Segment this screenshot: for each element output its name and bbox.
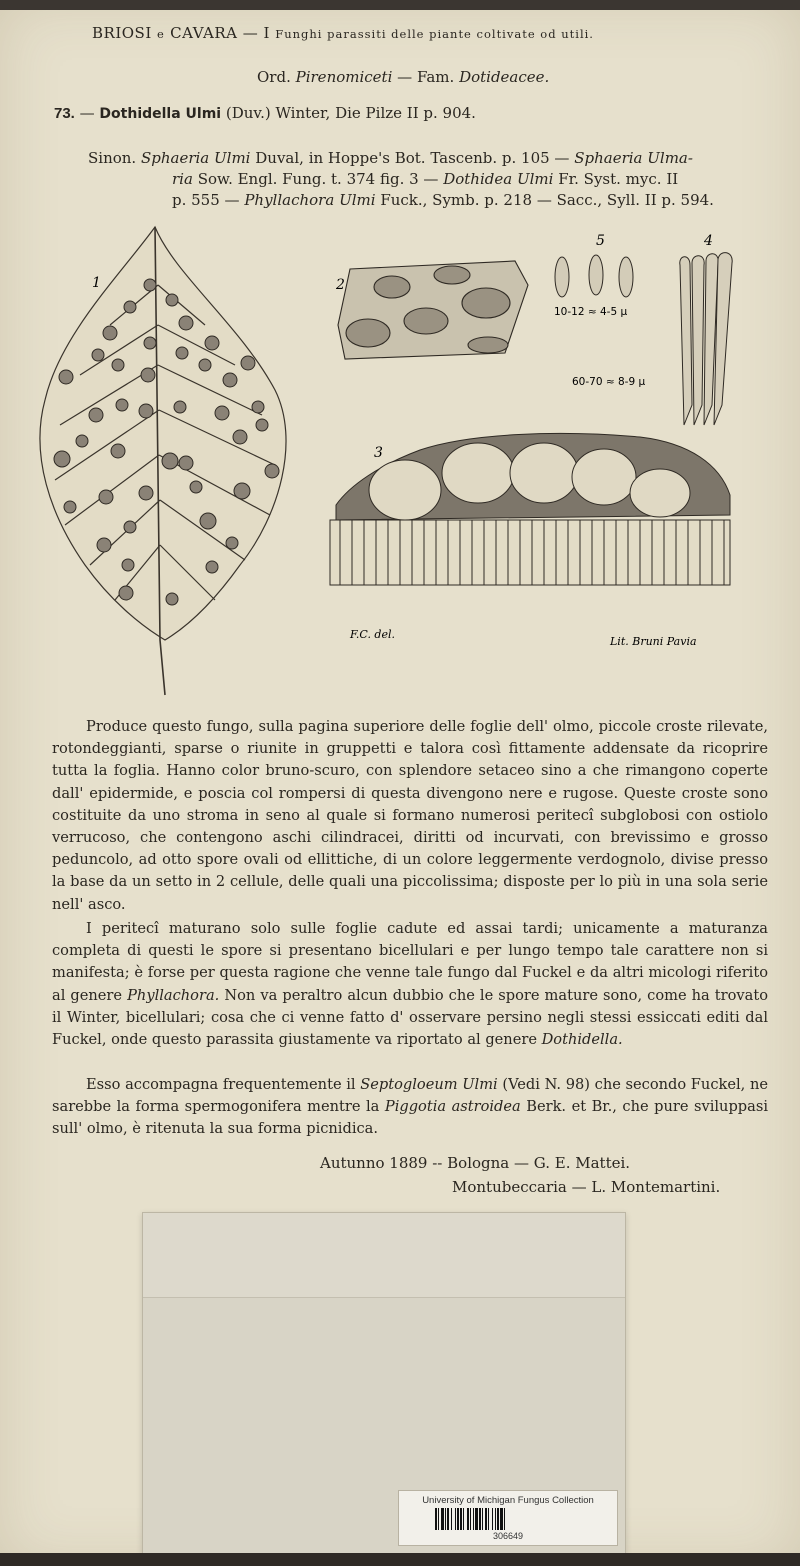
fig4-asci — [680, 253, 732, 425]
lithographer-credit: Lit. Bruni Pavia — [610, 635, 697, 648]
syn-ref-3b: p. 555 — — [172, 191, 240, 209]
family-label: Fam. — [416, 68, 455, 86]
syn-label: Sinon. — [88, 149, 137, 167]
header-and: e — [157, 27, 165, 41]
species-authority: (Duv.) Winter, Die Pilze II p. 904. — [225, 104, 476, 122]
fig3-label: 3 — [374, 445, 383, 461]
fig1-label: 1 — [92, 275, 101, 291]
author-briosi: BRIOSI — [92, 24, 152, 42]
syn-line-2 — [88, 169, 778, 190]
series-numeral: I — [263, 24, 270, 42]
p2-text-c: Non va peraltro alcun dubbio che le spore mature sono, come ha trovato il Winter, bicellulari; cosa che ci venne fatto d' osservare persino negli stessi essiccati editi dal Fuckel, onde questo parassita giustamente va riportato al genere — [52, 986, 769, 1049]
series-title: Funghi parassiti delle piante coltivate od utili. — [275, 27, 594, 41]
species-name: Dothidella Ulmi — [99, 106, 222, 122]
family-name: Dotideacee. — [459, 68, 550, 86]
p3-text-a: Esso accompagna frequentemente il — [86, 1076, 356, 1093]
barcode-icon — [435, 1508, 581, 1530]
p2-genus-2: Dothidella. — [541, 1031, 623, 1049]
p3-text-e: Berk. et Br., che pure sviluppasi sull' olmo, è ritenuta la sua forma picnidica. — [52, 1098, 769, 1138]
species-number: 73. — [54, 105, 75, 122]
syn-line-3 — [88, 190, 778, 211]
syn-name-3: Dothidea Ulmi — [443, 170, 554, 188]
illustration-plate — [0, 215, 800, 705]
fig4-label: 4 — [704, 233, 713, 249]
syn-ref-3: Fr. Syst. myc. II — [558, 170, 679, 188]
p1-text: Produce questo fungo, sulla pagina superiore delle foglie dell' olmo, piccole croste rilevate, rotondeggianti, sparse o riunite in gruppetti e talora così fittamente addensate da ricoprire tutta la foglia. Hanno color bruno-scuro, con splendore setaceo sino a che rimangono coperte dall' epidermide, e poscia col rompersi di questa divengono nere e rugose. Queste croste sono costituite da uno stroma in seno al quale si formano numerosi peritecî subglobosi con ostiolo verrucoso, che contengono aschi cilindracei, diritti od incurvati, con brevissimo e grosso peduncolo, ad otto spore ovali od ellittiche, di un colore leggermente verdognolo, divise presso la base da un setto in 2 cellule, delle quali una piccolissima; disposte per lo più in una sola serie nell' asco. — [52, 718, 768, 913]
syn-name-2b: ria — [172, 170, 193, 188]
syn-ref-4: Fuck., Symb. p. 218 — Sacc., Syll. II p. 594. — [380, 191, 714, 209]
bottom-edge — [0, 1553, 800, 1566]
order-name: Pirenomiceti — [295, 68, 393, 86]
syn-name-1: Sphaeria Ulmi — [140, 149, 251, 167]
species-title — [54, 104, 476, 122]
collection-label — [398, 1490, 618, 1546]
signature-line-2: Montubeccaria — L. Montemartini. — [452, 1178, 721, 1196]
signature-line-1: Autunno 1889 -- Bologna — G. E. Mattei. — [320, 1154, 631, 1172]
accession-number: 306649 — [492, 1531, 524, 1541]
top-edge — [0, 0, 800, 10]
syn-ref-2: Sow. Engl. Fung. t. 374 fig. 3 — — [197, 170, 439, 188]
header-dash: — — [242, 24, 259, 42]
description-paragraph-3 — [52, 1074, 768, 1141]
description-paragraph-2 — [52, 918, 768, 1051]
order-label: Ord. — [257, 68, 291, 86]
p3-species-2: Piggotia astroidea — [384, 1098, 521, 1116]
series-header — [92, 24, 594, 42]
synonyms — [88, 148, 778, 211]
species-dash: — — [79, 104, 95, 122]
fig3-section — [330, 433, 730, 585]
spore-measurement: 10-12 ≈ 4-5 μ — [554, 306, 628, 318]
p3-text-c: (Vedi N. 98) che secondo Fuckel, ne sarebbe la forma spermogonifera mentre la — [52, 1076, 768, 1116]
description-paragraph-1 — [52, 716, 768, 916]
syn-name-4: Phyllachora Ulmi — [244, 191, 376, 209]
syn-ref-1: Duval, in Hoppe's Bot. Tascenb. p. 105 — — [255, 149, 570, 167]
p2-genus-1: Phyllachora. — [127, 986, 220, 1004]
classification-sep: — — [397, 68, 413, 86]
fig2-stroma — [338, 261, 528, 359]
collection-name: University of Michigan Fungus Collection — [422, 1495, 594, 1506]
fig5-spores — [555, 255, 633, 297]
author-cavara: CAVARA — [170, 24, 238, 42]
artist-credit: F.C. del. — [350, 628, 395, 641]
p2-text-a: I peritecî maturano solo sulle foglie cadute ed assai tardi; unicamente a maturanza completa di questi le spore si presentano bicellulari e per lungo tempo tale carattere non si manifesta; è forse per questa ragione che venne tale fungo dal Fuckel e da altri micologi riferito al genere — [52, 920, 768, 1004]
syn-name-2a: Sphaeria Ulma- — [574, 149, 693, 167]
p3-species-1: Septogloeum Ulmi — [360, 1076, 498, 1093]
fig5-label: 5 — [596, 233, 605, 249]
classification — [257, 68, 549, 86]
fig2-label: 2 — [336, 277, 345, 293]
ascus-measurement: 60-70 ≈ 8-9 μ — [572, 376, 646, 388]
envelope-flap[interactable] — [143, 1213, 625, 1298]
